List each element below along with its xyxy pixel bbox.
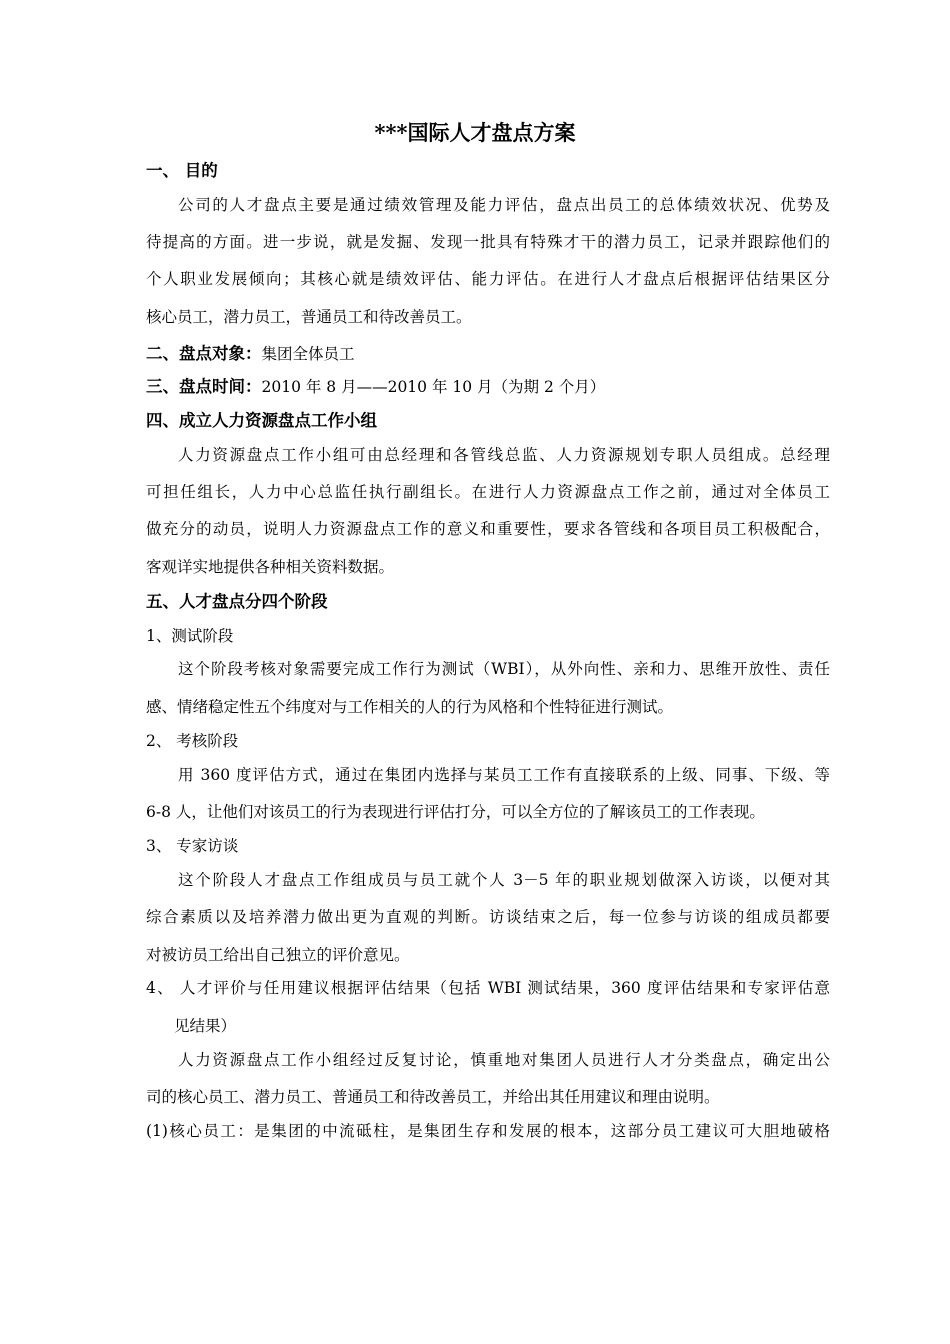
- core-staff-item: (1)核心员工：是集团的中流砥柱，是集团生存和发展的根本，这部分员工建议可大胆地破格: [146, 1122, 830, 1140]
- phase-2-line: 用 360 度评估方式，通过在集团内选择与某员工工作有直接联系的上级、同事、下级、等: [178, 766, 830, 784]
- section-1-line: 核心员工，潜力员工，普通员工和待改善员工。: [146, 308, 472, 326]
- phase-3-line: 综合素质以及培养潜力做出更为直观的判断。访谈结束之后，每一位参与访谈的组成员都要: [146, 908, 830, 926]
- section-4-line: 人力资源盘点工作小组可由总经理和各管线总监、人力资源规划专职人员组成。总经理: [178, 446, 830, 464]
- phase-1-title: 1、测试阶段: [146, 627, 234, 645]
- phase-1-line: 感、情绪稳定性五个纬度对与工作相关的人的行为风格和个性特征进行测试。: [146, 698, 674, 716]
- phase-4-line: 司的核心员工、潜力员工、普通员工和待改善员工，并给出其任用建议和理由说明。: [146, 1088, 720, 1106]
- phase-3-line: 这个阶段人才盘点工作组成员与员工就个人 3－5 年的职业规划做深入访谈，以便对其: [178, 871, 830, 889]
- section-3-label: 三、盘点时间：: [146, 377, 262, 396]
- section-4-heading: 四、成立人力资源盘点工作小组: [146, 411, 377, 430]
- phase-4-title: 4、 人才评价与任用建议根据评估结果（包括 WBI 测试结果，360 度评估结果和专家评估意: [146, 979, 830, 997]
- section-1-line: 公司的人才盘点主要是通过绩效管理及能力评估，盘点出员工的总体绩效状况、优势及: [178, 196, 830, 214]
- document-title: ***国际人才盘点方案: [374, 120, 576, 145]
- section-4-line: 客观详实地提供各种相关资料数据。: [146, 558, 395, 576]
- section-4-line: 做充分的动员，说明人力资源盘点工作的意义和重要性，要求各管线和各项目员工积极配合，: [146, 520, 830, 538]
- phase-2-title: 2、 考核阶段: [146, 732, 239, 750]
- phase-3-title: 3、 专家访谈: [146, 837, 239, 855]
- section-2: [146, 343, 830, 365]
- section-4-line: 可担任组长，人力中心总监任执行副组长。在进行人力资源盘点工作之前，通过对全体员工: [146, 483, 830, 501]
- section-5-heading: 五、人才盘点分四个阶段: [146, 592, 328, 611]
- phase-4-title-cont: 见结果）: [174, 1017, 237, 1035]
- section-2-value: 集团全体员工: [261, 345, 355, 363]
- section-3-value: 2010 年 8 月——2010 年 10 月（为期 2 个月）: [261, 378, 606, 396]
- section-1-heading: 一、 目的: [146, 161, 218, 180]
- section-2-label: 二、盘点对象：: [146, 344, 262, 363]
- phase-4-line: 人力资源盘点工作小组经过反复讨论，慎重地对集团人员进行人才分类盘点，确定出公: [178, 1051, 830, 1069]
- phase-2-line: 6-8 人，让他们对该员工的行为表现进行评估打分，可以全方位的了解该员工的工作表现。: [146, 803, 765, 821]
- section-1-line: 待提高的方面。进一步说，就是发掘、发现一批具有特殊才干的潜力员工，记录并跟踪他们的: [146, 233, 830, 251]
- section-1-line: 个人职业发展倾向；其核心就是绩效评估、能力评估。在进行人才盘点后根据评估结果区分: [146, 270, 830, 288]
- phase-1-line: 这个阶段考核对象需要完成工作行为测试（WBI），从外向性、亲和力、思维开放性、责任: [178, 660, 830, 678]
- phase-3-line: 对被访员工给出自己独立的评价意见。: [146, 946, 410, 964]
- section-3: [146, 376, 830, 398]
